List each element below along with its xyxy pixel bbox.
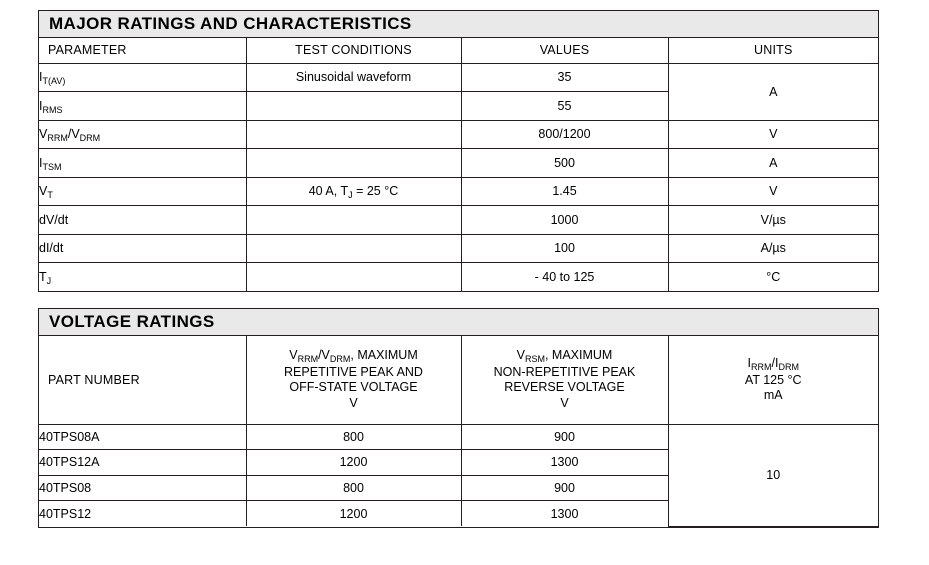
vrrm-header-line4-unit: V: [349, 395, 358, 410]
cell-vrrm-vdrm: 1200: [246, 501, 461, 527]
vrrm-post: , MAXIMUM: [350, 348, 418, 363]
parameter-symbol-base2: /V: [67, 127, 80, 142]
cell-parameter: [39, 63, 246, 92]
major-ratings-banner-title: MAJOR RATINGS AND CHARACTERISTICS: [39, 11, 878, 38]
cell-parameter: [39, 92, 246, 121]
column-header-values: VALUES: [461, 38, 668, 63]
cell-parameter: [39, 120, 246, 149]
cell-test-conditions: [246, 263, 461, 292]
irrm-header-line1: [669, 356, 879, 373]
vrsm-post: , MAXIMUM: [544, 348, 613, 363]
major-ratings-header-row: [39, 38, 878, 63]
test-condition-post: = 25 °C: [352, 184, 399, 199]
cell-parameter: dI/dt: [39, 234, 246, 263]
table-row: [39, 234, 878, 263]
cell-unit: A: [668, 63, 878, 120]
table-row: [39, 206, 878, 235]
irrm-mid: /I: [771, 356, 779, 370]
cell-test-conditions: [246, 149, 461, 178]
parameter-symbol-base: V: [39, 184, 48, 199]
cell-part-number: 40TPS12A: [39, 450, 246, 476]
parameter-symbol-sub: J: [46, 276, 52, 286]
vrsm-header-line2: NON-REPETITIVE PEAK: [493, 364, 636, 379]
cell-value: 1.45: [461, 177, 668, 206]
vrrm-sub2: DRM: [329, 354, 351, 365]
cell-test-conditions: [246, 120, 461, 149]
parameter-symbol-base: I: [39, 155, 43, 170]
test-condition-pre: 40 A, T: [308, 184, 349, 199]
cell-vrrm-vdrm: 800: [246, 475, 461, 501]
parameter-symbol-sub: TSM: [42, 161, 62, 172]
parameter-symbol-base: I: [39, 98, 43, 113]
vrrm-mid: /V: [318, 348, 330, 363]
vrsm-sub1: RSM: [524, 354, 545, 365]
cell-vrsm: 900: [461, 424, 668, 450]
column-header-vrsm: [461, 336, 668, 424]
vrrm-pre: V: [289, 348, 298, 363]
cell-unit: A/µs: [668, 234, 878, 263]
table-row: [39, 263, 878, 292]
parameter-symbol-sub: RRM: [47, 133, 68, 144]
voltage-ratings-table: [39, 336, 878, 527]
vrrm-sub1: RRM: [297, 354, 319, 365]
parameter-symbol-sub: T(AV): [42, 76, 66, 87]
cell-test-conditions: [246, 206, 461, 235]
cell-part-number: 40TPS08: [39, 475, 246, 501]
cell-value: 500: [461, 149, 668, 178]
table-row: [39, 63, 878, 92]
vrsm-header-line4-unit: V: [560, 395, 569, 410]
table-row: [39, 424, 878, 450]
cell-test-conditions: [246, 177, 461, 206]
cell-vrsm: 1300: [461, 501, 668, 527]
cell-irrm-idrm: 10: [668, 424, 878, 526]
cell-value: - 40 to 125: [461, 263, 668, 292]
cell-unit: V: [668, 120, 878, 149]
cell-parameter: [39, 149, 246, 178]
cell-unit: V/µs: [668, 206, 878, 235]
cell-unit: V: [668, 177, 878, 206]
cell-value: 800/1200: [461, 120, 668, 149]
major-ratings-table-block: [38, 10, 879, 292]
parameter-symbol-sub: RMS: [42, 104, 63, 115]
cell-test-conditions: Sinusoidal waveform: [246, 63, 461, 92]
parameter-symbol-base: I: [39, 70, 43, 85]
cell-part-number: 40TPS12: [39, 501, 246, 527]
column-header-parameter: PARAMETER: [39, 38, 246, 63]
column-header-test-conditions: TEST CONDITIONS: [246, 38, 461, 63]
vrrm-header-line3: OFF-STATE VOLTAGE: [289, 380, 418, 395]
cell-value: 55: [461, 92, 668, 121]
irrm-header-line2: AT 125 °C: [744, 372, 802, 387]
cell-test-conditions: [246, 92, 461, 121]
irrm-sub2: DRM: [778, 362, 799, 372]
cell-value: 100: [461, 234, 668, 263]
cell-unit: °C: [668, 263, 878, 292]
parameter-symbol-base: T: [39, 270, 47, 284]
irrm-sub1: RRM: [751, 362, 772, 372]
test-condition-sub: J: [348, 190, 353, 201]
cell-parameter: [39, 263, 246, 292]
voltage-ratings-header-row: [39, 336, 878, 424]
cell-vrrm-vdrm: 800: [246, 424, 461, 450]
major-ratings-table: [39, 38, 878, 291]
cell-parameter: dV/dt: [39, 206, 246, 235]
cell-vrrm-vdrm: 1200: [246, 450, 461, 476]
cell-parameter: [39, 177, 246, 206]
cell-part-number: 40TPS08A: [39, 424, 246, 450]
parameter-symbol-sub: T: [47, 190, 53, 201]
voltage-ratings-table-block: [38, 308, 879, 528]
vrrm-header-line1: [247, 348, 461, 365]
cell-test-conditions: [246, 234, 461, 263]
table-row: [39, 120, 878, 149]
column-header-vrrm-vdrm: [246, 336, 461, 424]
vrsm-pre: V: [516, 348, 525, 363]
vrsm-header-line3: REVERSE VOLTAGE: [504, 380, 625, 395]
cell-unit: A: [668, 149, 878, 178]
vrrm-header-line2: REPETITIVE PEAK AND: [284, 364, 423, 379]
parameter-symbol-sub2: DRM: [79, 133, 101, 144]
irrm-header-line3-unit: mA: [763, 388, 783, 402]
cell-vrsm: 900: [461, 475, 668, 501]
irrm-pre: I: [747, 356, 752, 370]
column-header-part-number: PART NUMBER: [39, 336, 246, 424]
column-header-irrm-idrm: [668, 336, 878, 424]
table-row: [39, 177, 878, 206]
parameter-symbol-base: V: [39, 127, 48, 142]
voltage-ratings-banner-title: VOLTAGE RATINGS: [39, 309, 878, 336]
table-row: [39, 149, 878, 178]
cell-value: 1000: [461, 206, 668, 235]
column-header-units: UNITS: [668, 38, 878, 63]
vrsm-header-line1: [462, 348, 668, 365]
cell-value: 35: [461, 63, 668, 92]
cell-vrsm: 1300: [461, 450, 668, 476]
